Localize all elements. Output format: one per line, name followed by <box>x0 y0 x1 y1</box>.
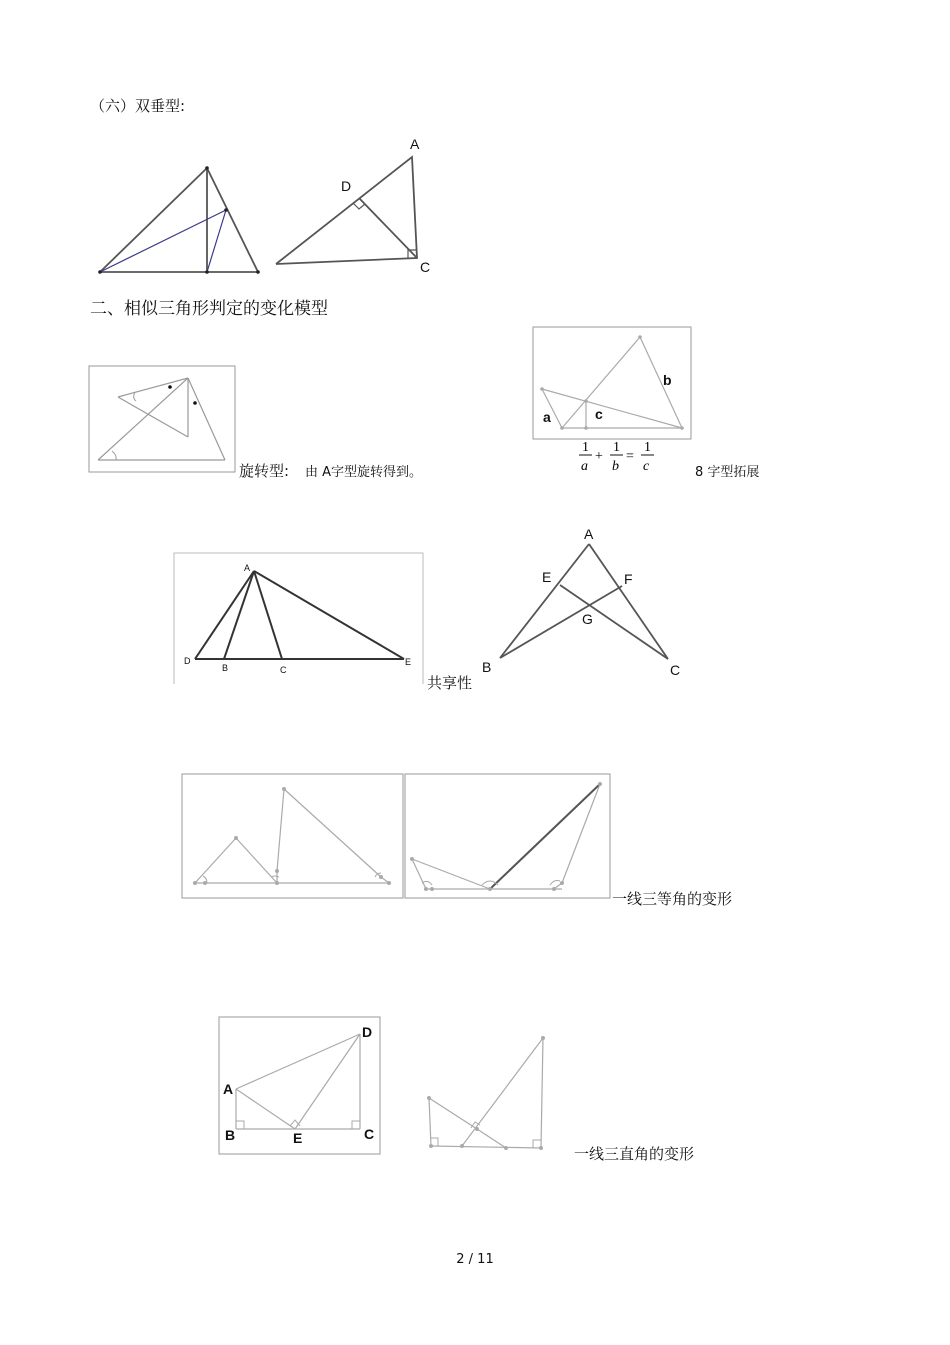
figure8-caption: 8 字型拓展 <box>695 465 760 480</box>
shared-figure <box>174 552 426 686</box>
rotation-figure <box>88 365 238 475</box>
figure8-extension <box>532 326 694 442</box>
label-D: D <box>184 656 191 666</box>
label-D: D <box>362 1024 373 1040</box>
label-a: a <box>543 409 551 425</box>
rotation-caption-desc: 由 A字型旋转得到。 <box>305 465 423 480</box>
three-angles-caption: 一线三等角的变形 <box>612 890 733 908</box>
svg-text:1: 1 <box>644 440 651 455</box>
svg-text:1: 1 <box>582 440 589 455</box>
label-E: E <box>293 1130 303 1146</box>
rotation-caption-title: 旋转型: <box>239 462 290 480</box>
label-D: D <box>341 178 352 194</box>
label-b: b <box>663 372 672 388</box>
three-angles-figure-left <box>181 773 405 900</box>
label-C: C <box>670 662 681 678</box>
crossed-figure <box>478 522 688 682</box>
label-A: A <box>244 563 251 573</box>
svg-text:1: 1 <box>613 440 620 455</box>
label-C: C <box>364 1126 375 1142</box>
three-right-figure-left <box>218 1016 382 1156</box>
label-C: C <box>280 665 287 675</box>
label-E: E <box>405 657 412 667</box>
label-A: A <box>410 136 420 152</box>
label-B: B <box>225 1127 236 1143</box>
svg-text:a: a <box>581 459 588 474</box>
reciprocal-formula <box>576 436 662 476</box>
label-A: A <box>584 526 594 542</box>
label-E: E <box>542 569 552 585</box>
section-two-heading: 二、相似三角形判定的变化模型 <box>90 299 328 319</box>
label-F: F <box>624 571 633 587</box>
svg-text:+: + <box>595 449 603 464</box>
label-G: G <box>582 611 593 627</box>
three-angles-figure-right <box>404 773 612 900</box>
double-perp-figure-right <box>270 132 440 282</box>
label-A: A <box>223 1081 234 1097</box>
label-B: B <box>482 659 492 675</box>
svg-text:b: b <box>612 459 619 474</box>
label-B: B <box>222 663 229 673</box>
section-six-heading: （六）双垂型: <box>90 97 186 115</box>
svg-text:=: = <box>626 449 634 464</box>
three-right-figure-right <box>424 1032 550 1154</box>
three-right-caption: 一线三直角的变形 <box>574 1145 695 1163</box>
label-c: c <box>595 406 603 422</box>
shared-caption: 共享性 <box>427 674 473 692</box>
page-number: 2 / 11 <box>456 1252 494 1267</box>
label-C: C <box>420 259 431 275</box>
double-perp-figure-left <box>95 160 265 280</box>
svg-text:c: c <box>643 459 650 474</box>
